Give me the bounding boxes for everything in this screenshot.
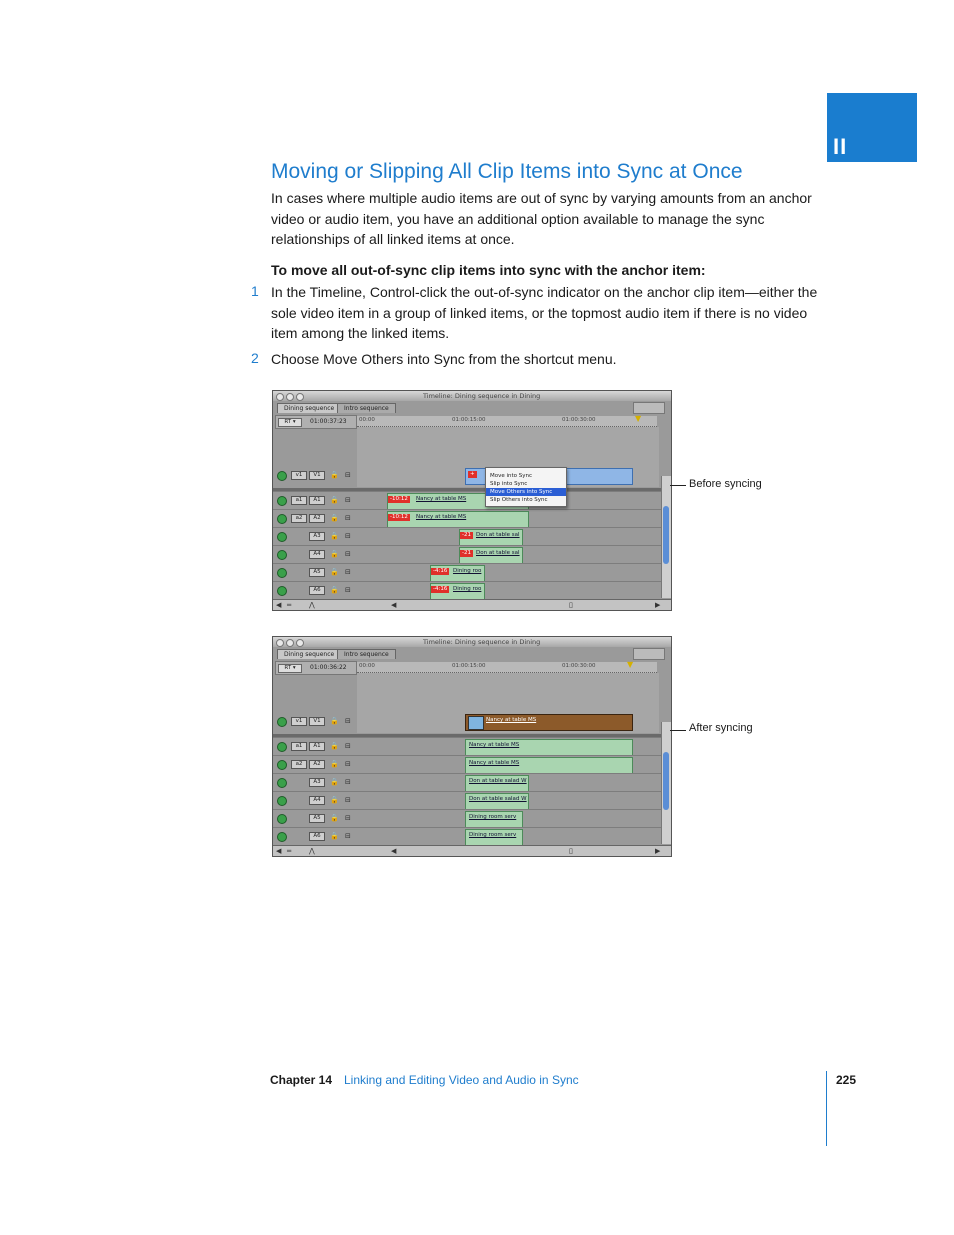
clip-name: Nancy at table MS bbox=[486, 717, 537, 723]
speaker-icon[interactable]: ◀ bbox=[276, 847, 282, 855]
lock-icon[interactable]: 🔒 bbox=[330, 496, 339, 504]
clip-name: Nancy at table MS bbox=[416, 496, 467, 502]
footer-chapter: Chapter 14 bbox=[270, 1073, 333, 1087]
destination-control[interactable]: A2 bbox=[309, 514, 325, 523]
clip-name: Don at table salad W bbox=[469, 796, 527, 802]
destination-control[interactable]: A1 bbox=[309, 496, 325, 505]
clip-name: Nancy at table MS bbox=[416, 514, 467, 520]
audio-clip[interactable] bbox=[465, 739, 633, 756]
scroll-left-icon[interactable]: ◀ bbox=[391, 847, 397, 855]
window-titlebar[interactable] bbox=[273, 637, 671, 647]
timecode-display[interactable]: 01:00:36:22 bbox=[310, 664, 347, 671]
lock-icon[interactable]: 🔒 bbox=[330, 760, 339, 768]
destination-control[interactable]: A4 bbox=[309, 796, 325, 805]
speaker-icon[interactable] bbox=[277, 532, 287, 542]
clip-name: Don at table sal bbox=[476, 550, 520, 556]
auto-select-icon[interactable]: ⊟ bbox=[345, 496, 351, 504]
vertical-scrollbar[interactable] bbox=[661, 476, 671, 598]
timecode-display[interactable]: 01:00:37:23 bbox=[310, 418, 347, 425]
clip-overlays-icon[interactable]: ⋀ bbox=[309, 601, 315, 609]
lock-icon[interactable]: 🔒 bbox=[330, 550, 339, 558]
scroll-right-icon[interactable]: ▶ bbox=[655, 601, 661, 609]
track-a4 bbox=[273, 545, 661, 563]
out-of-sync-indicator[interactable]: + bbox=[470, 471, 475, 477]
lock-icon[interactable]: 🔒 bbox=[330, 742, 339, 750]
lock-icon[interactable]: 🔒 bbox=[330, 717, 339, 725]
lock-icon[interactable]: 🔒 bbox=[330, 586, 339, 594]
procedure-heading: To move all out-of-sync clip items into sync with the anchor item: bbox=[271, 262, 706, 278]
out-of-sync-indicator[interactable]: -4:16 bbox=[433, 568, 448, 574]
track-a3 bbox=[273, 773, 661, 791]
destination-control[interactable]: A3 bbox=[309, 532, 325, 541]
track-a6 bbox=[273, 581, 661, 599]
clip-name: Don at table sal bbox=[476, 532, 520, 538]
auto-select-icon[interactable]: ⊟ bbox=[345, 586, 351, 594]
timeline-window-after bbox=[272, 636, 672, 857]
out-of-sync-indicator[interactable]: -10:12 bbox=[390, 514, 408, 520]
out-of-sync-indicator[interactable]: -21 bbox=[462, 550, 471, 556]
speaker-icon[interactable]: ◀ bbox=[276, 601, 282, 609]
timeline-controls bbox=[275, 661, 357, 675]
destination-control[interactable]: V1 bbox=[309, 471, 325, 480]
audio-clip[interactable] bbox=[459, 529, 523, 546]
speaker-icon[interactable] bbox=[277, 586, 287, 596]
destination-control[interactable]: A1 bbox=[309, 742, 325, 751]
scroll-thumb[interactable] bbox=[663, 752, 669, 810]
scroll-right-icon[interactable]: ▶ bbox=[655, 847, 661, 855]
destination-control[interactable]: A2 bbox=[309, 760, 325, 769]
destination-control[interactable]: A5 bbox=[309, 568, 325, 577]
menu-item-slip-into-sync[interactable]: Slip into Sync bbox=[490, 481, 528, 487]
source-control[interactable]: v1 bbox=[291, 717, 307, 726]
page-number: 225 bbox=[836, 1073, 857, 1087]
clip-overlays-icon[interactable]: ⋀ bbox=[309, 847, 315, 855]
vertical-scrollbar[interactable] bbox=[661, 722, 671, 844]
window-title: Timeline: Dining sequence in Dining bbox=[423, 392, 541, 400]
auto-select-icon[interactable]: ⊟ bbox=[345, 778, 351, 786]
step-number: 2 bbox=[251, 350, 259, 366]
source-control[interactable]: v1 bbox=[291, 471, 307, 480]
zoom-button[interactable] bbox=[296, 393, 304, 401]
lock-icon[interactable]: 🔒 bbox=[330, 514, 339, 522]
lock-icon[interactable]: 🔒 bbox=[330, 832, 339, 840]
time-ruler[interactable] bbox=[357, 416, 657, 427]
lock-icon[interactable]: 🔒 bbox=[330, 778, 339, 786]
audio-clip[interactable] bbox=[465, 811, 523, 828]
close-button[interactable] bbox=[276, 393, 284, 401]
speaker-icon[interactable] bbox=[277, 742, 287, 752]
auto-select-icon[interactable]: ⊟ bbox=[345, 717, 351, 725]
destination-control[interactable]: A6 bbox=[309, 586, 325, 595]
clip-name: Dining roo bbox=[453, 586, 482, 592]
track-a6 bbox=[273, 827, 661, 845]
ruler-tick: 00:00 bbox=[359, 663, 375, 669]
step-text: Choose Move Others into Sync from the shortcut menu. bbox=[271, 351, 617, 367]
callout-before: Before syncing bbox=[689, 478, 762, 490]
window-title: Timeline: Dining sequence in Dining bbox=[423, 638, 541, 646]
timeline-tools[interactable] bbox=[633, 402, 665, 414]
timeline-bottom-bar bbox=[273, 845, 671, 856]
audio-clip[interactable] bbox=[459, 547, 523, 564]
source-control[interactable]: a1 bbox=[291, 742, 307, 751]
playhead-icon[interactable]: ▼ bbox=[635, 414, 642, 423]
speaker-icon[interactable] bbox=[277, 760, 287, 770]
shortcut-menu bbox=[485, 467, 567, 507]
track-visibility-icon[interactable] bbox=[277, 717, 287, 727]
track-a1 bbox=[273, 491, 661, 509]
track-visibility-icon[interactable] bbox=[277, 471, 287, 481]
clip-name: Nancy at table MS bbox=[469, 760, 520, 766]
auto-select-icon[interactable]: ⊟ bbox=[345, 532, 351, 540]
step-number: 1 bbox=[251, 283, 259, 299]
intro-paragraph: In cases where multiple audio items are out of sync by varying amounts from an anchor video or audio item, you have an additional option available to manage the sync relationships of all linked items at once. bbox=[271, 190, 812, 247]
callout-line bbox=[670, 730, 686, 731]
lock-icon[interactable]: 🔒 bbox=[330, 814, 339, 822]
auto-select-icon[interactable]: ⊟ bbox=[345, 568, 351, 576]
ruler-tick: 01:00:30:00 bbox=[562, 663, 596, 669]
rt-menu[interactable]: RT ▾ bbox=[278, 418, 302, 427]
footer-divider bbox=[826, 1071, 827, 1146]
clip-name: Dining room serv bbox=[469, 814, 517, 820]
ruler-tick: 01:00:15:00 bbox=[452, 417, 486, 423]
source-control[interactable]: a2 bbox=[291, 514, 307, 523]
auto-select-icon[interactable]: ⊟ bbox=[345, 550, 351, 558]
part-tab-label: II bbox=[833, 134, 848, 159]
out-of-sync-indicator[interactable]: -4:16 bbox=[433, 586, 448, 592]
zoom-button[interactable] bbox=[296, 639, 304, 647]
source-control[interactable]: a1 bbox=[291, 496, 307, 505]
auto-select-icon[interactable]: ⊟ bbox=[345, 514, 351, 522]
timeline-controls bbox=[275, 415, 357, 429]
auto-select-icon[interactable]: ⊟ bbox=[345, 832, 351, 840]
destination-control[interactable]: V1 bbox=[309, 717, 325, 726]
clip-thumbnail bbox=[468, 716, 484, 730]
track-height-icon[interactable]: ═ bbox=[287, 601, 292, 609]
timeline-tools[interactable] bbox=[633, 648, 665, 660]
speaker-icon[interactable] bbox=[277, 832, 287, 842]
track-a1 bbox=[273, 737, 661, 755]
track-height-icon[interactable]: ═ bbox=[287, 847, 292, 855]
ruler-tick: 01:00:30:00 bbox=[562, 417, 596, 423]
speaker-icon[interactable] bbox=[277, 514, 287, 524]
audio-clip[interactable] bbox=[465, 793, 529, 810]
track-v1 bbox=[273, 713, 661, 730]
auto-select-icon[interactable]: ⊟ bbox=[345, 796, 351, 804]
destination-control[interactable]: A6 bbox=[309, 832, 325, 841]
audio-clip[interactable] bbox=[430, 583, 485, 600]
lock-icon[interactable]: 🔒 bbox=[330, 471, 339, 479]
out-of-sync-indicator[interactable]: -10:12 bbox=[390, 496, 408, 502]
lock-icon[interactable]: 🔒 bbox=[330, 568, 339, 576]
audio-clip[interactable] bbox=[430, 565, 485, 582]
out-of-sync-indicator[interactable]: -21 bbox=[462, 532, 471, 538]
track-a5 bbox=[273, 563, 661, 581]
track-v1 bbox=[273, 467, 661, 484]
clip-name: Dining roo bbox=[453, 568, 482, 574]
ruler-tick: 01:00:15:00 bbox=[452, 663, 486, 669]
audio-clip[interactable] bbox=[465, 775, 529, 792]
tab-intro-sequence[interactable]: Intro sequence bbox=[337, 403, 396, 413]
time-ruler[interactable] bbox=[357, 662, 657, 673]
destination-control[interactable]: A4 bbox=[309, 550, 325, 559]
track-a3 bbox=[273, 527, 661, 545]
menu-item-move-into-sync[interactable]: Move into Sync bbox=[490, 473, 533, 479]
playhead-icon[interactable]: ▼ bbox=[627, 660, 634, 669]
clip-name: Nancy at table MS bbox=[469, 742, 520, 748]
speaker-icon[interactable] bbox=[277, 496, 287, 506]
clip-name: Don at table salad W bbox=[469, 778, 527, 784]
tab-intro-sequence[interactable]: Intro sequence bbox=[337, 649, 396, 659]
part-tab bbox=[827, 93, 917, 162]
zoom-slider-icon[interactable]: ▯ bbox=[569, 601, 573, 609]
lock-icon[interactable]: 🔒 bbox=[330, 532, 339, 540]
footer-chapter-title: Linking and Editing Video and Audio in Sync bbox=[344, 1073, 579, 1087]
section-heading: Moving or Slipping All Clip Items into Sync at Once bbox=[271, 160, 743, 183]
track-a5 bbox=[273, 809, 661, 827]
audio-clip[interactable] bbox=[465, 757, 633, 774]
close-button[interactable] bbox=[276, 639, 284, 647]
video-clip[interactable] bbox=[465, 714, 633, 731]
destination-control[interactable]: A3 bbox=[309, 778, 325, 787]
audio-clip[interactable] bbox=[465, 829, 523, 846]
tab-dining-sequence[interactable]: Dining sequence bbox=[277, 649, 341, 659]
auto-select-icon[interactable]: ⊟ bbox=[345, 760, 351, 768]
scroll-thumb[interactable] bbox=[663, 506, 669, 564]
tab-dining-sequence[interactable]: Dining sequence bbox=[277, 403, 341, 413]
track-a2 bbox=[273, 755, 661, 773]
track-a4 bbox=[273, 791, 661, 809]
speaker-icon[interactable] bbox=[277, 814, 287, 824]
timeline-bottom-bar bbox=[273, 599, 671, 610]
audio-clip[interactable] bbox=[387, 511, 529, 528]
callout-after: After syncing bbox=[689, 722, 753, 734]
window-titlebar[interactable] bbox=[273, 391, 671, 401]
clip-name: Dining room serv bbox=[469, 832, 517, 838]
speaker-icon[interactable] bbox=[277, 778, 287, 788]
minimize-button[interactable] bbox=[286, 639, 294, 647]
auto-select-icon[interactable]: ⊟ bbox=[345, 814, 351, 822]
destination-control[interactable]: A5 bbox=[309, 814, 325, 823]
source-control[interactable]: a2 bbox=[291, 760, 307, 769]
speaker-icon[interactable] bbox=[277, 550, 287, 560]
timeline-window-before bbox=[272, 390, 672, 611]
auto-select-icon[interactable]: ⊟ bbox=[345, 742, 351, 750]
minimize-button[interactable] bbox=[286, 393, 294, 401]
rt-menu[interactable]: RT ▾ bbox=[278, 664, 302, 673]
lock-icon[interactable]: 🔒 bbox=[330, 796, 339, 804]
step-text: In the Timeline, Control-click the out-of-sync indicator on the anchor clip item—either the sole video item in a group of linked items, or the topmost audio item if there is no video item among the linked items. bbox=[271, 284, 818, 341]
speaker-icon[interactable] bbox=[277, 796, 287, 806]
menu-item-move-others-into-sync[interactable]: Move Others into Sync bbox=[486, 488, 566, 496]
menu-item-slip-others-into-sync[interactable]: Slip Others into Sync bbox=[490, 497, 548, 503]
ruler-tick: 00:00 bbox=[359, 417, 375, 423]
speaker-icon[interactable] bbox=[277, 568, 287, 578]
callout-line bbox=[670, 485, 686, 486]
auto-select-icon[interactable]: ⊟ bbox=[345, 471, 351, 479]
scroll-left-icon[interactable]: ◀ bbox=[391, 601, 397, 609]
zoom-slider-icon[interactable]: ▯ bbox=[569, 847, 573, 855]
track-a2 bbox=[273, 509, 661, 527]
